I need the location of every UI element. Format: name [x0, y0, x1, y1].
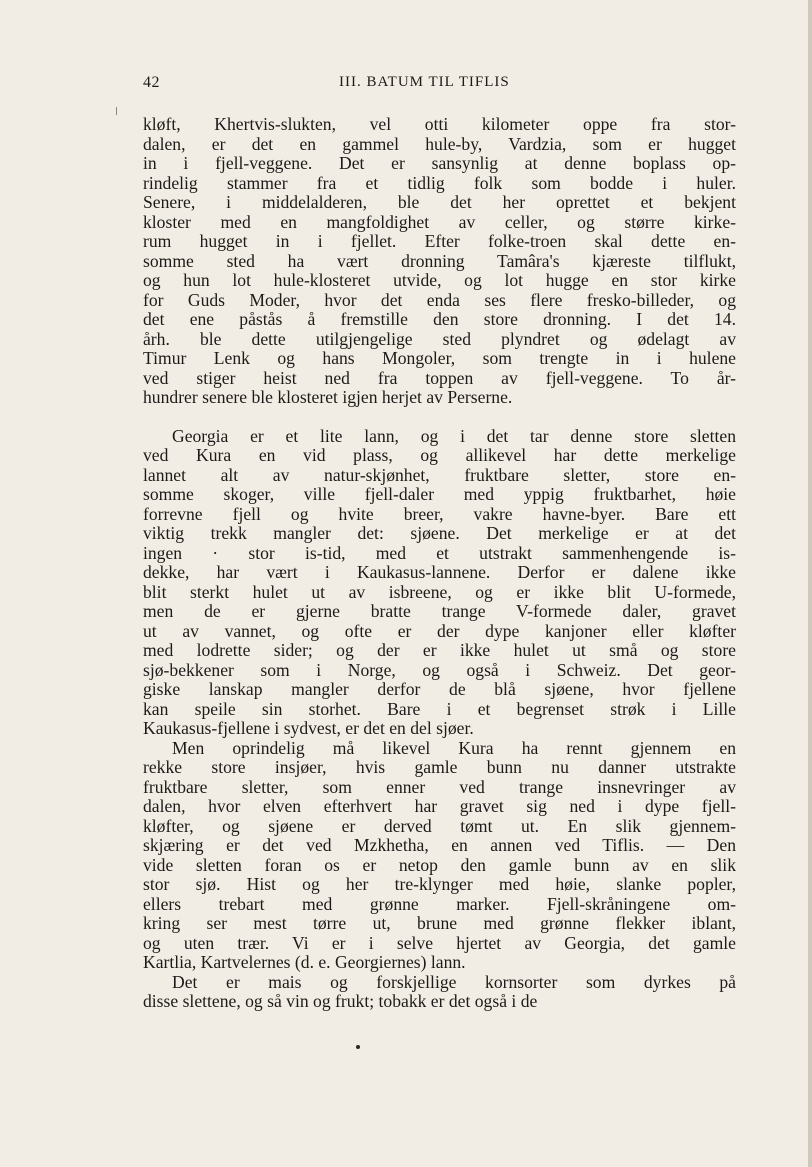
text-line: Georgia er et lite lann, og i det tar denne store sletten	[172, 425, 736, 446]
text-line: in i fjell-veggene. Det er sansynlig at denne boplass op-	[143, 153, 736, 173]
text-line: fruktbare sletter, som enner ved trange insnevringer av	[143, 776, 736, 797]
text-line: sjø-bekkener som i Norge, og også i Schweiz. Det geor-	[143, 659, 736, 680]
text-line: forrevne fjell og hvite breer, vakre havne-byer. Bare ett	[143, 503, 736, 524]
text-line: kan speile sin storhet. Bare i et begrenset strøk i Lille	[143, 698, 736, 719]
text-line: ellers trebart med grønne marker. Fjell-skråningene om-	[143, 893, 736, 914]
text-line: kloster med en mangfoldighet av celler, og større kirke-	[143, 211, 736, 232]
running-title: III. BATUM TIL TIFLIS	[339, 74, 510, 90]
text-line: men de er gjerne bratte trange V-formede daler, gravet	[143, 601, 736, 621]
text-line: kløft, Khertvis-slukten, vel otti kilometer oppe fra stor-	[143, 114, 736, 134]
text-line: hundrer senere ble klosteret igjen herjet av Perserne.	[143, 387, 513, 407]
text-line: Kartlia, Kartvelernes (d. e. Georgiernes) lann.	[143, 952, 466, 972]
text-line: for Guds Moder, hvor det enda ses flere fresko-billeder, og	[143, 289, 736, 310]
text-line: ingen · stor is-tid, med et utstrakt sammenhengende is-	[143, 542, 736, 563]
body-text	[143, 115, 736, 1012]
text-line: rekke store insjøer, hvis gamle bunn nu danner utstrakte	[143, 757, 736, 777]
text-line: Senere, i middelalderen, ble det her oprettet et bekjent	[143, 192, 736, 212]
text-line: Timur Lenk og hans Mongoler, som trengte in i hulene	[143, 348, 736, 368]
text-line: ved stiger heist ned fra toppen av fjell-veggene. To år-	[143, 367, 736, 388]
text-line: det ene påstås å fremstille den store dronning. I det 14.	[143, 309, 736, 329]
text-line: dalen, er det en gammel hule-by, Vardzia, som er hugget	[143, 133, 736, 154]
text-line: somme sted ha vært dronning Tamâra's kjæreste tilflukt,	[143, 250, 736, 271]
text-line: rum hugget in i fjellet. Efter folke-troen skal dette en-	[143, 231, 736, 251]
text-line: somme skoger, ville fjell-daler med yppig fruktbarhet, høie	[143, 484, 736, 504]
margin-mark	[116, 107, 117, 115]
text-line: viktig trekk mangler det: sjøene. Det merkelige er at det	[143, 523, 736, 543]
text-line: blit sterkt hulet ut av isbreene, og er ikke blit U-formede,	[143, 581, 736, 602]
text-line: stor sjø. Hist og her tre-klynger med høie, slanke popler,	[143, 874, 736, 894]
text-line: Kaukasus-fjellene i sydvest, er det en del sjøer.	[143, 718, 474, 738]
text-line: giske lanskap mangler derfor de blå sjøene, hvor fjellene	[143, 679, 736, 699]
text-line: årh. ble dette utilgjengelige sted plyndret og ødelagt av	[143, 328, 736, 349]
page-header	[143, 74, 743, 96]
paragraph	[143, 973, 736, 1012]
text-line: ut av vannet, og ofte er der dype kanjoner eller kløfter	[143, 620, 736, 641]
text-line: Men oprindelig må likevel Kura ha rennt gjennem en	[172, 737, 736, 758]
text-line: disse slettene, og så vin og frukt; tobakk er det også i de	[143, 991, 538, 1011]
text-line: dekke, har vært i Kaukasus-lannene. Derfor er dalene ikke	[143, 562, 736, 582]
paragraph	[143, 739, 736, 973]
text-line: kløfter, og sjøene er derved tømt ut. En slik gjennem-	[143, 815, 736, 836]
text-line: ved Kura en vid plass, og allikevel har dette merkelige	[143, 445, 736, 465]
text-line: vide sletten foran os er netop den gamle bunn av en slik	[143, 854, 736, 875]
paragraph	[143, 427, 736, 739]
text-line: skjæring er det ved Mzkhetha, en annen ved Tiflis. — Den	[143, 835, 736, 855]
text-line: og uten trær. Vi er i selve hjertet av Georgia, det gamle	[143, 932, 736, 953]
text-line: Det er mais og forskjellige kornsorter som dyrkes på	[172, 971, 736, 992]
paragraph	[143, 115, 736, 408]
paragraph-gap	[143, 408, 736, 427]
text-line: dalen, hvor elven efterhvert har gravet sig ned i dype fjell-	[143, 796, 736, 816]
text-line: kring ser mest tørre ut, brune med grønne flekker iblant,	[143, 913, 736, 933]
stray-ink-dot	[356, 1045, 360, 1049]
text-line: og hun lot hule-klosteret utvide, og lot hugge en stor kirke	[143, 270, 736, 290]
text-line: med lodrette sider; og der er ikke hulet ut små og store	[143, 640, 736, 660]
text-line: lannet alt av natur-skjønhet, fruktbare sletter, store en-	[143, 464, 736, 485]
page-edge-shadow	[808, 0, 812, 1167]
page-number: 42	[143, 74, 160, 91]
text-line: rindelig stammer fra et tidlig folk som bodde i huler.	[143, 172, 736, 193]
